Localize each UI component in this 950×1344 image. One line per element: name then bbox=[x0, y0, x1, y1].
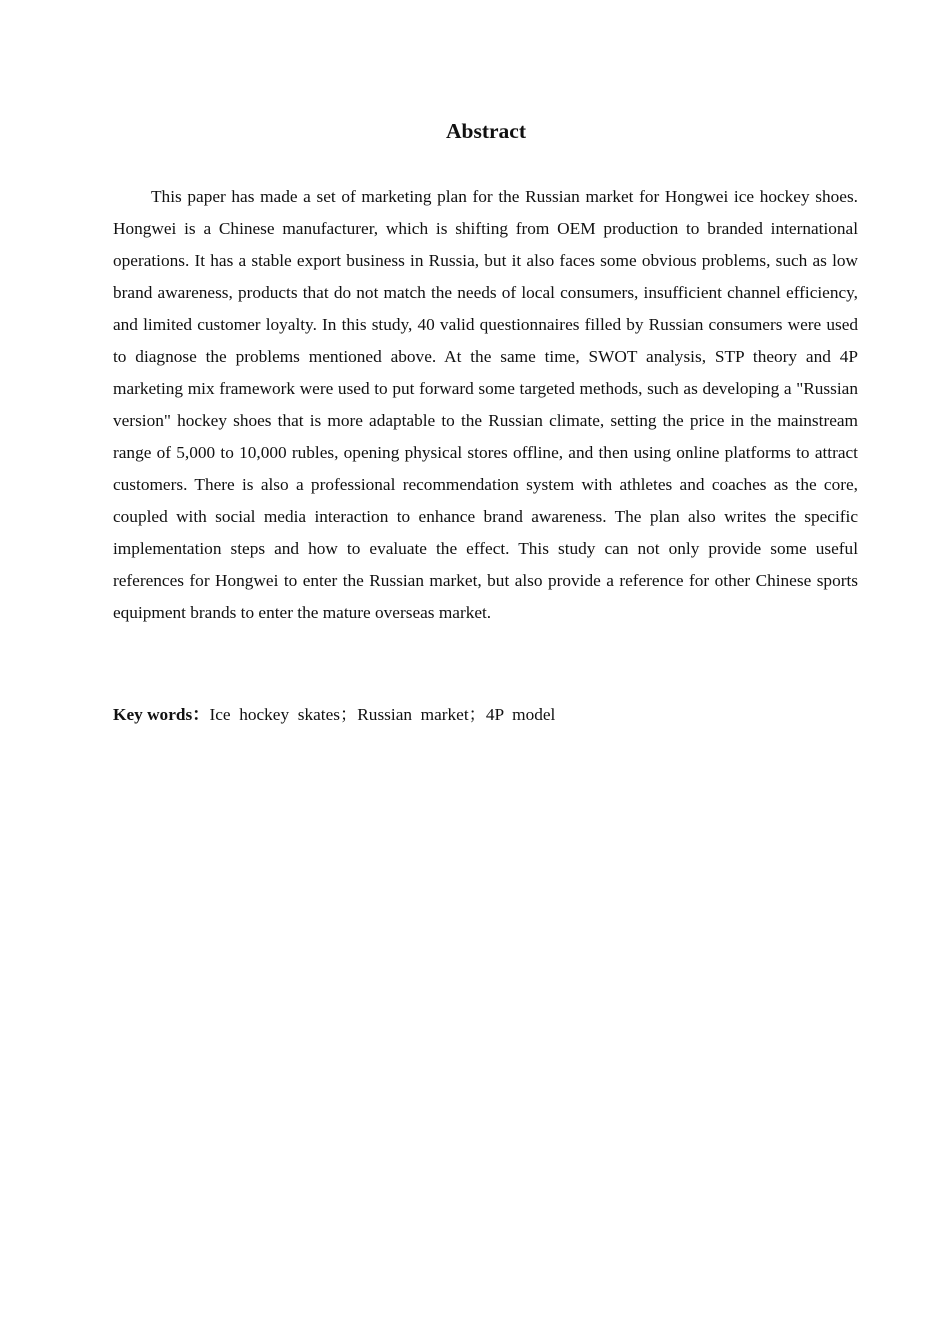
keywords-line bbox=[113, 699, 858, 731]
abstract-body: This paper has made a set of marketing plan for the Russian market for Hongwei ice hockey shoes. Hongwei is a Chinese manufacturer, which is shifting from OEM production to branded international operations. It has a stable export business in Russia, but it also faces some obvious problems, such as low brand awareness, products that do not match the needs of local consumers, insufficient channel efficiency, and limited customer loyalty. In this study, 40 valid questionnaires filled by Russian consumers were used to diagnose the problems mentioned above. At the same time, SWOT analysis, STP theory and 4P marketing mix framework were used to put forward some targeted methods, such as developing a "Russian version" hockey shoes that is more adaptable to the Russian climate, setting the price in the mainstream range of 5,000 to 10,000 rubles, opening physical stores offline, and then using online platforms to attract customers. There is also a professional recommendation system with athletes and coaches as the core, coupled with social media interaction to enhance brand awareness. The plan also writes the specific implementation steps and how to evaluate the effect. This study can not only provide some useful references for Hongwei to enter the Russian market, but also provide a reference for other Chinese sports equipment brands to enter the mature overseas market. bbox=[113, 187, 858, 622]
keywords-text: Ice hockey skates；Russian market；4P model bbox=[209, 705, 556, 724]
keywords-label: Key words： bbox=[113, 705, 210, 724]
abstract-title: Abstract bbox=[445, 119, 526, 143]
